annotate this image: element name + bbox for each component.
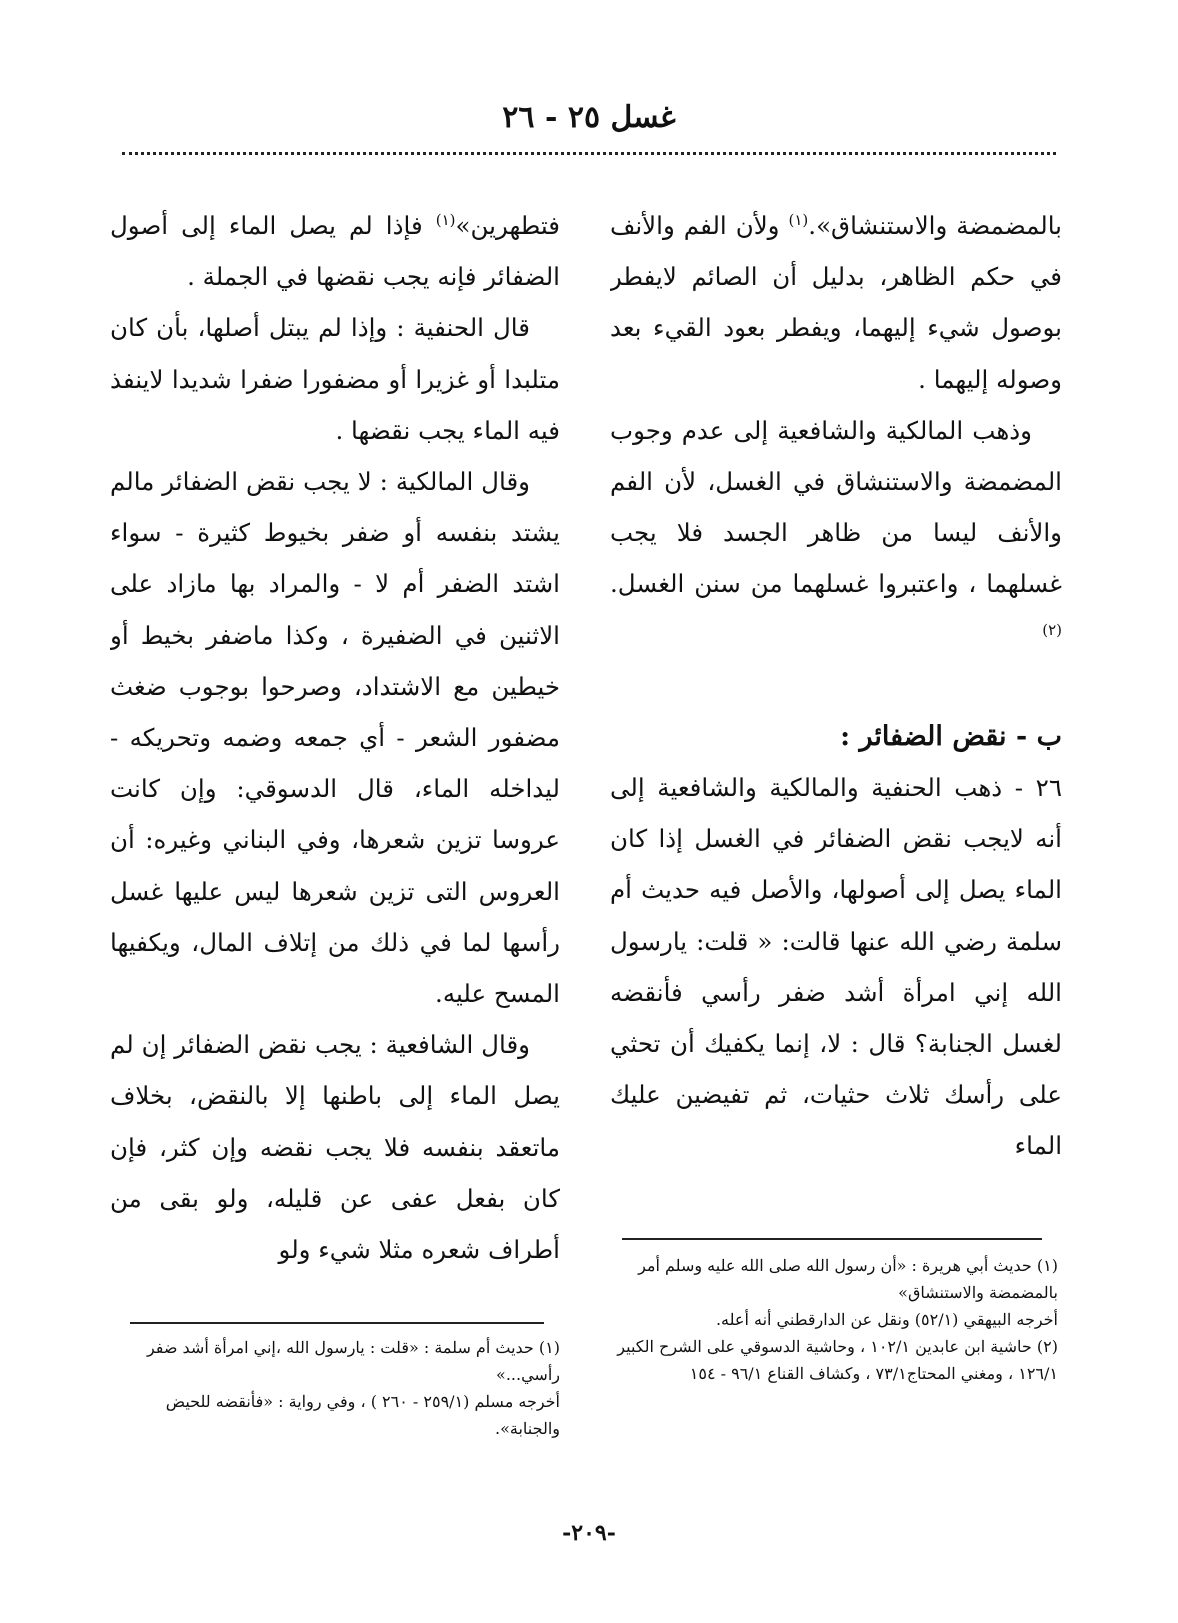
right-p2-text: وذهب المالكية والشافعية إلى عدم وجوب المضمضة والاستنشاق في الغسل، لأن الفم والأنف ليسا من ظاهر الجسد فلا يجب غسلهما ، واعتبروا غسلهما من سنن الغسل. — [610, 415, 1062, 599]
right-p1-text: بالمضمضة والاستنشاق». — [808, 211, 1062, 240]
left-paragraph-3: وقال المالكية : لا يجب نقض الضفائر مالم يشتد بنفسه أو ضفر بخيوط كثيرة - سواء اشتد الضفر أم لا - والمراد بها مازاد على الاثنين في الضفيرة ، وكذا ماضفر بخيط أو خيطين مع الاشتداد، وصرحوا بوجوب ضغث مضفور الشعر - أي جمعه وضمه وتحريكه - ليداخله الماء، قال الدسوقي: وإن كانت عروسا تزين شعرها، وفي البناني وغيره: أن العروس التى تزين شعرها ليس عليها غسل رأسها لما في ذلك من إتلاف المال، ويكفيها المسح عليه. — [110, 467, 560, 1009]
left-paragraph-2: قال الحنفية : وإذا لم يبتل أصلها، بأن كان متلبدا أو غزيرا أو مضفورا ضفرا شديدا لاينفذ فيه الماء يجب نقضها . — [110, 313, 560, 445]
footnote-left-1-source: أخرجه مسلم (٢٥٩/١ - ٢٦٠ ) ، وفي رواية : «فأنقضه للحيض والجنابة». — [165, 1392, 560, 1438]
right-paragraph-3: ٢٦ - ذهب الحنفية والمالكية والشافعية إلى أنه لايجب نقض الضفائر في الغسل إذا كان الماء يصل إلى أصولها، والأصل فيه حديث أم سلمة رضي الله عنها قالت: « قلت: يارسول الله إني امرأة أشد ضفر رأسي فأنقضه لغسل الجنابة؟ قال : لا، إنما يكفيك أن تحثي على رأسك ثلاث حثيات، ثم تفيضين عليك الماء — [610, 773, 1062, 1161]
right-paragraph-2 — [610, 405, 1062, 661]
footnote-ref-1: (١) — [788, 210, 809, 229]
page-number: -٢٠٩- — [562, 1520, 616, 1546]
left-column — [110, 200, 560, 1312]
footnote-rule-right — [622, 1238, 1042, 1240]
right-p1-rest: ولأن الفم والأنف في حكم الظاهر، بدليل أن الصائم لايفطر بوصول شيء إليهما، ويفطر بعود القيء بعد وصوله إليهما . — [610, 211, 1062, 394]
footnote-ref-left-1: (١) — [435, 210, 456, 229]
footnote-right-1: (١) حديث أبي هريرة : «أن رسول الله صلى الله عليه وسلم أمر بالمضمضة والاستنشاق» — [638, 1256, 1058, 1302]
footnotes-left — [120, 1334, 560, 1442]
running-header: غسل ٢٥ - ٢٦ — [502, 100, 676, 135]
footnotes-right — [612, 1252, 1058, 1387]
footnote-rule-left — [130, 1322, 544, 1324]
footnote-ref-2: (٢) — [1042, 620, 1062, 639]
right-column — [610, 200, 1062, 1220]
right-paragraph-1 — [610, 200, 1062, 405]
left-p1-rest: فإذا لم يصل الماء إلى أصول الضفائر فإنه يجب نقضها في الجملة . — [110, 211, 560, 292]
section-heading: ب - نقض الضفائر : — [840, 720, 1062, 752]
footnote-right-1-source: أخرجه البيهقي (٥٢/١) ونقل عن الدارقطني أنه أعله. — [715, 1310, 1058, 1329]
footnote-left-1: (١) حديث أم سلمة : «قلت : يارسول الله ،إني امرأة أشد ضفر رأسي...» — [146, 1338, 560, 1384]
left-paragraph-1 — [110, 200, 560, 302]
left-p1-text: فتطهرين» — [455, 211, 560, 240]
footnote-right-2: (٢) حاشية ابن عابدين ١٠٢/١ ، وحاشية الدسوقي على الشرح الكبير ١٢٦/١ ، ومغني المحتاج٧٣/١ ، وكشاف القناع ٩٦/١ - ١٥٤ — [617, 1337, 1058, 1383]
left-paragraph-4: وقال الشافعية : يجب نقض الضفائر إن لم يصل الماء إلى باطنها إلا بالنقض، بخلاف ماتعقد بنفسه فلا يجب نقضه وإن كثر، فإن كان بفعل عفى عن قليله، ولو بقى من أطراف شعره مثلا شيء ولو — [110, 1030, 560, 1265]
header-dotted-rule — [122, 152, 1056, 155]
